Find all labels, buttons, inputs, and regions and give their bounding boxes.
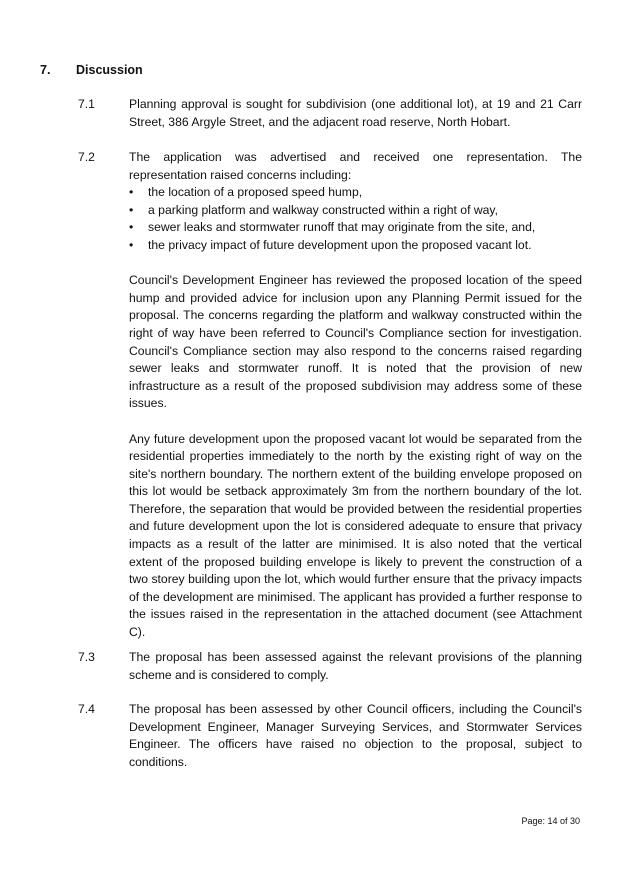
concerns-list [129,184,582,254]
item-number: 7.2 [78,150,95,164]
item-intro: The application was advertised and received one representation. The representation raised concerns including: [129,150,582,182]
page-number: Page: 14 of 30 [521,816,580,826]
list-item: • sewer leaks and stormwater runoff that may originate from the site, and, [129,219,582,237]
item-7-4 [78,701,582,771]
list-item: • a parking platform and walkway constructed within a right of way, [129,202,582,220]
list-item: • the privacy impact of future development upon the proposed vacant lot. [129,237,582,255]
section-number: 7. [40,63,51,77]
item-number: 7.4 [78,702,95,716]
item-paragraph: Council's Development Engineer has reviewed the proposed location of the speed hump and provided advice for inclusion upon any Planning Permit issued for the proposal. The concerns regarding the platform and walkway constructed within the right of way have been referred to Council's Compliance section for investigation. Council's Compliance section may also respond to the concerns raised regarding sewer leaks and stormwater runoff. It is noted that the provision of new infrastructure as a result of the proposed subdivision may address some of these issues. [129,273,582,411]
item-7-2 [78,149,582,642]
item-paragraph: The proposal has been assessed by other Council officers, including the Council's Development Engineer, Manager Surveying Services, and Stormwater Services Engineer. The officers have raised no objection to the proposal, subject to conditions. [129,702,582,769]
item-paragraph: Any future development upon the proposed vacant lot would be separated from the residential properties immediately to the north by the existing right of way on the site's northern boundary. The northern extent of the building envelope proposed on this lot would be setback approximately 3m from the northern boundary of the lot. Therefore, the separation that would be provided between the residential properties and future development upon the lot is considered adequate to ensure that privacy impacts as a result of the latter are minimised. It is also noted that the vertical extent of the proposed building envelope is likely to prevent the construction of a two storey building upon the lot, which would further ensure that the privacy impacts of the development are minimised. The applicant has provided a further response to the issues raised in the representation in the attached document (see Attachment C). [129,431,582,640]
item-paragraph: The proposal has been assessed against the relevant provisions of the planning scheme and is considered to comply. [129,650,582,682]
item-number: 7.1 [78,97,95,111]
section-heading [40,62,143,78]
item-paragraph: Planning approval is sought for subdivision (one additional lot), at 19 and 21 Carr Street, 386 Argyle Street, and the adjacent road reserve, North Hobart. [129,97,582,129]
item-7-3 [78,649,582,684]
section-title: Discussion [76,63,143,77]
item-7-1 [78,96,582,131]
item-number: 7.3 [78,650,95,664]
list-item: • the location of a proposed speed hump, [129,184,582,202]
